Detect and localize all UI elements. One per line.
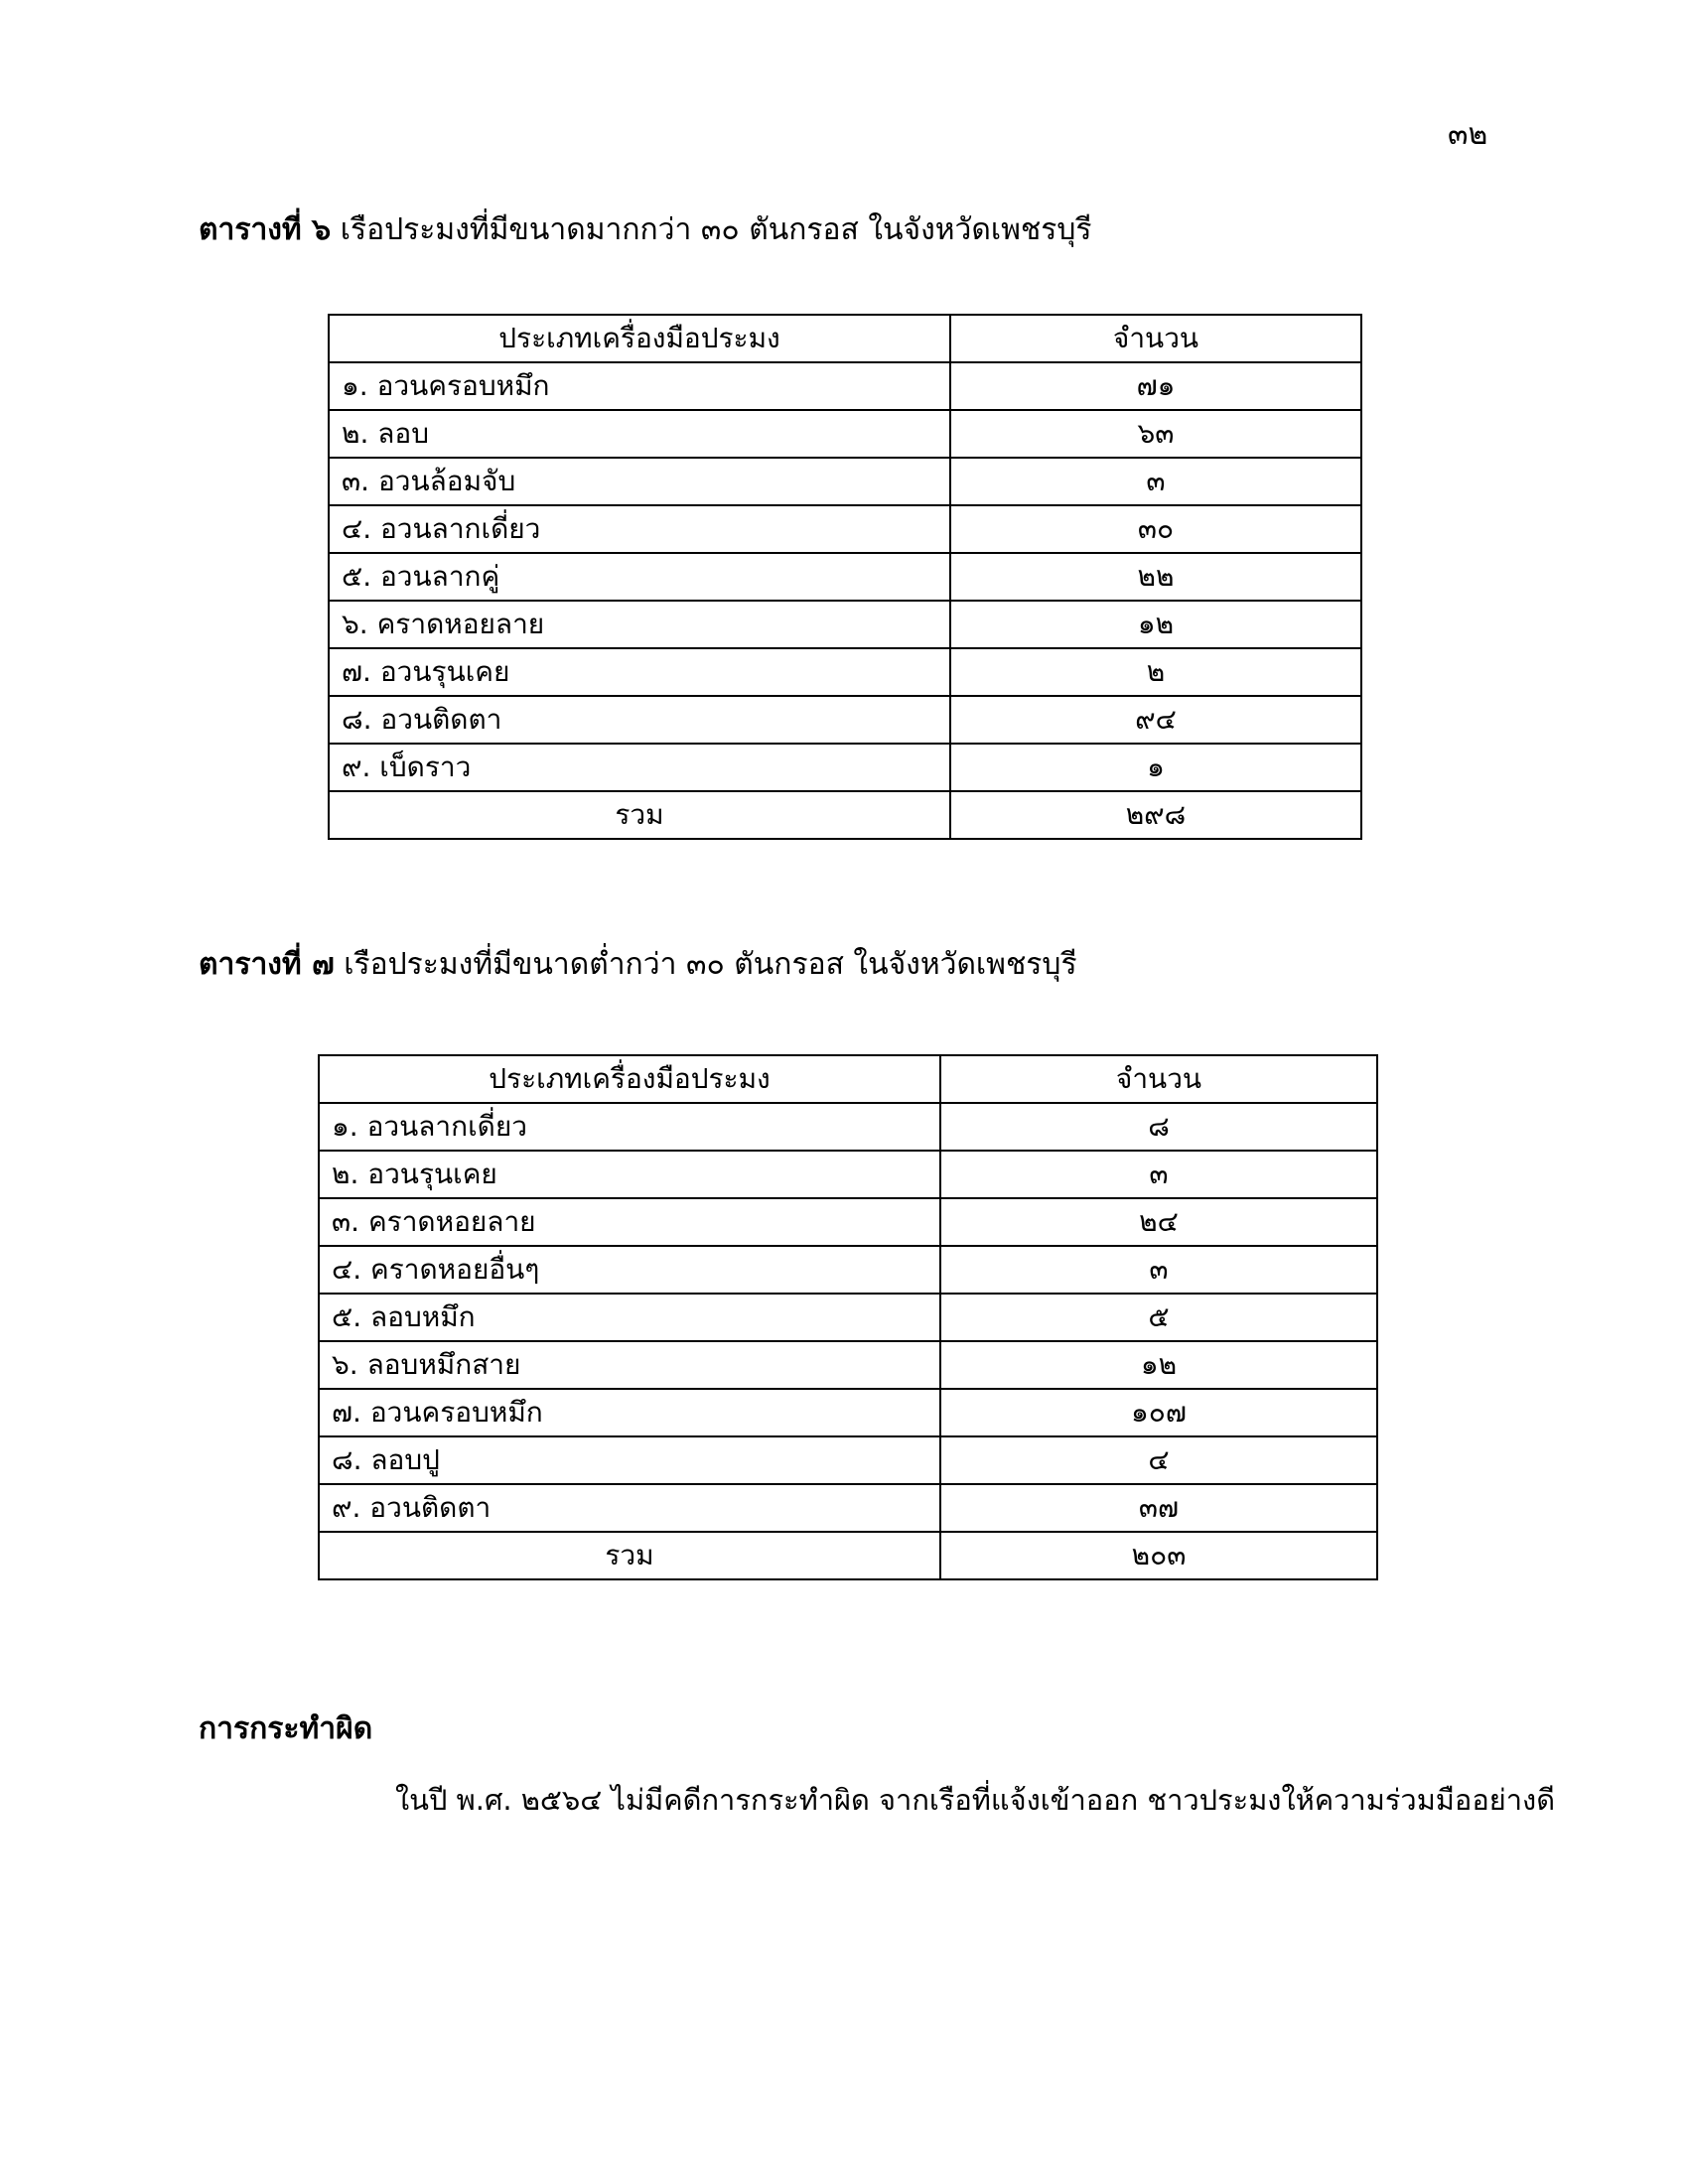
total-label: รวม xyxy=(329,791,950,839)
table-row xyxy=(319,1103,1377,1151)
table-7-caption-text: เรือประมงที่มีขนาดต่ำกว่า ๓๐ ตันกรอส ในจังหวัดเพชรบุรี xyxy=(334,947,1077,982)
table-row xyxy=(319,1294,1377,1341)
gear-type-cell: ๘. อวนติดตา xyxy=(329,696,950,744)
table-row xyxy=(319,1389,1377,1436)
count-cell: ๖๓ xyxy=(950,410,1361,458)
table-row xyxy=(329,362,1361,410)
table-row xyxy=(329,648,1361,696)
table-row xyxy=(329,696,1361,744)
table-6-caption xyxy=(199,206,1092,253)
gear-type-cell: ๑. อวนลากเดี่ยว xyxy=(319,1103,940,1151)
table-row xyxy=(329,458,1361,505)
count-cell: ๔ xyxy=(940,1436,1377,1484)
section-paragraph: ในปี พ.ศ. ๒๕๖๔ ไม่มีคดีการกระทำผิด จากเรือที่แจ้งเข้าออก ชาวประมงให้ความร่วมมืออย่างดี xyxy=(395,1783,1556,1817)
table-row xyxy=(319,1151,1377,1198)
gear-type-cell: ๓. อวนล้อมจับ xyxy=(329,458,950,505)
count-cell: ๒ xyxy=(950,648,1361,696)
table-7 xyxy=(318,1054,1378,1580)
count-cell: ๓๗ xyxy=(940,1484,1377,1532)
gear-type-cell: ๙. อวนติดตา xyxy=(319,1484,940,1532)
table-6-caption-text: เรือประมงที่มีขนาดมากกว่า ๓๐ ตันกรอส ในจังหวัดเพชรบุรี xyxy=(331,212,1092,247)
count-cell: ๑๒ xyxy=(940,1341,1377,1389)
count-cell: ๗๑ xyxy=(950,362,1361,410)
table-row xyxy=(319,1341,1377,1389)
table-row xyxy=(329,553,1361,601)
count-cell: ๓ xyxy=(940,1246,1377,1294)
total-label: รวม xyxy=(319,1532,940,1579)
table-row xyxy=(329,410,1361,458)
total-value: ๒๐๓ xyxy=(940,1532,1377,1579)
count-cell: ๘ xyxy=(940,1103,1377,1151)
section-heading: การกระทำผิด xyxy=(199,1711,373,1746)
table-6-caption-label: ตารางที่ ๖ xyxy=(199,212,332,247)
gear-type-cell: ๖. คราดหอยลาย xyxy=(329,601,950,648)
count-cell: ๒๒ xyxy=(950,553,1361,601)
gear-type-cell: ๕. อวนลากคู่ xyxy=(329,553,950,601)
table-header-row xyxy=(319,1055,1377,1103)
gear-type-cell: ๗. อวนครอบหมึก xyxy=(319,1389,940,1436)
table-row xyxy=(319,1246,1377,1294)
table-row xyxy=(329,601,1361,648)
gear-type-cell: ๒. ลอบ xyxy=(329,410,950,458)
total-row xyxy=(329,791,1361,839)
table-row xyxy=(329,744,1361,791)
total-value: ๒๙๘ xyxy=(950,791,1361,839)
gear-type-cell: ๔. คราดหอยอื่นๆ xyxy=(319,1246,940,1294)
column-header-count: จำนวน xyxy=(950,315,1361,362)
gear-type-cell: ๗. อวนรุนเคย xyxy=(329,648,950,696)
gear-type-cell: ๕. ลอบหมึก xyxy=(319,1294,940,1341)
page-number: ๓๒ xyxy=(1448,117,1488,152)
count-cell: ๑๒ xyxy=(950,601,1361,648)
count-cell: ๙๔ xyxy=(950,696,1361,744)
table-row xyxy=(319,1484,1377,1532)
table-7-caption xyxy=(199,941,1077,988)
column-header-count: จำนวน xyxy=(940,1055,1377,1103)
gear-type-cell: ๖. ลอบหมึกสาย xyxy=(319,1341,940,1389)
column-header-gear-type: ประเภทเครื่องมือประมง xyxy=(319,1055,940,1103)
gear-type-cell: ๘. ลอบปู xyxy=(319,1436,940,1484)
count-cell: ๓ xyxy=(950,458,1361,505)
table-7-caption-label: ตารางที่ ๗ xyxy=(199,947,335,982)
count-cell: ๒๔ xyxy=(940,1198,1377,1246)
table-row xyxy=(329,505,1361,553)
count-cell: ๑ xyxy=(950,744,1361,791)
table-6 xyxy=(328,314,1362,840)
count-cell: ๕ xyxy=(940,1294,1377,1341)
column-header-gear-type: ประเภทเครื่องมือประมง xyxy=(329,315,950,362)
total-row xyxy=(319,1532,1377,1579)
count-cell: ๓๐ xyxy=(950,505,1361,553)
gear-type-cell: ๙. เบ็ดราว xyxy=(329,744,950,791)
gear-type-cell: ๑. อวนครอบหมึก xyxy=(329,362,950,410)
table-row xyxy=(319,1198,1377,1246)
gear-type-cell: ๒. อวนรุนเคย xyxy=(319,1151,940,1198)
count-cell: ๓ xyxy=(940,1151,1377,1198)
gear-type-cell: ๓. คราดหอยลาย xyxy=(319,1198,940,1246)
count-cell: ๑๐๗ xyxy=(940,1389,1377,1436)
gear-type-cell: ๔. อวนลากเดี่ยว xyxy=(329,505,950,553)
table-header-row xyxy=(329,315,1361,362)
table-row xyxy=(319,1436,1377,1484)
